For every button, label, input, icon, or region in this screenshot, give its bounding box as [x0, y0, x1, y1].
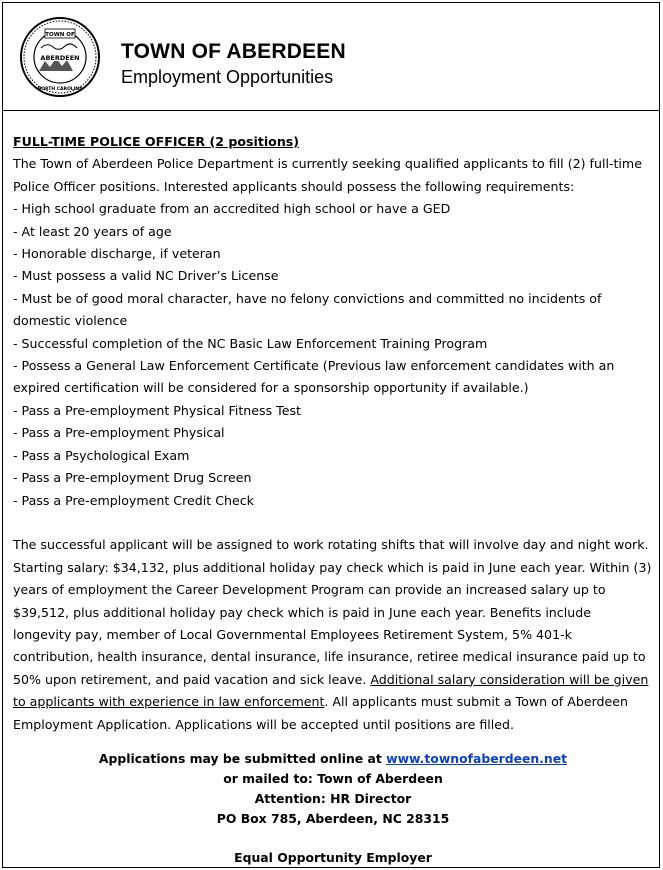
job-intro: The Town of Aberdeen Police Department is currently seeking qualified applicants to fill (2) full-time Police Officer positions. Interested applicants should possess the following requirements: — [13, 156, 642, 194]
job-posting-body — [13, 131, 653, 736]
requirement-item: - Must possess a valid NC Driver’s License — [13, 268, 279, 284]
job-details — [13, 534, 653, 736]
seal-middle-text: ABERDEEN — [40, 54, 80, 62]
mailed-to-line: or mailed to: Town of Aberdeen — [223, 771, 443, 786]
seal-bottom-text: NORTH CAROLINA — [37, 87, 83, 92]
requirement-item: - Pass a Psychological Exam — [13, 447, 190, 463]
requirement-item: - Pass a Pre-employment Physical — [13, 425, 225, 441]
requirement-item: - Successful completion of the NC Basic Law Enforcement Training Program — [13, 335, 488, 351]
attention-line: Attention: HR Director — [254, 791, 412, 806]
requirement-item: - High school graduate from an accredited high school or have a GED — [13, 201, 451, 217]
seal-top-text: TOWN OF — [45, 32, 75, 38]
job-title: FULL-TIME POLICE OFFICER (2 positions) — [13, 134, 300, 149]
details-text-end: . All applicants must submit a Town of Aberdeen Employment Application. Applications will be accepted until positions are filled. — [13, 694, 629, 732]
org-subtitle: Employment Opportunities — [121, 67, 334, 87]
application-footer — [3, 749, 663, 868]
details-text: The successful applicant will be assigned to work rotating shifts that will involve day and night work. Starting salary: $34,132, plus additional holiday pay check which is paid in June each year. Within (3) years of employment the Career Development Program can provide an increased salary up to $39,512, plus additional holiday pay check which is paid in June each year. Benefits include longevity pay, member of Local Governmental Employees Retirement System, 5% 401-k contribution, health insurance, dental insurance, life insurance, retiree medical insurance paid up to 50% upon retirement, and paid vacation and sick leave. — [13, 537, 652, 687]
paragraph-spacer — [13, 512, 653, 534]
flyer-frame — [2, 2, 660, 868]
requirement-item: - Pass a Pre-employment Physical Fitness Test — [13, 402, 301, 418]
requirement-item: - Pass a Pre-employment Drug Screen — [13, 470, 252, 486]
requirement-item: - Must be of good moral character, have no felony convictions and committed no incidents of domestic violence — [13, 290, 602, 329]
salary-consideration-note: Additional salary consideration will be given to applicants with experience in law enforcement — [13, 671, 649, 710]
apply-online-text: Applications may be submitted online at — [98, 751, 387, 766]
requirement-item: - At least 20 years of age — [13, 223, 172, 239]
apply-online-line — [3, 749, 663, 769]
header — [3, 3, 659, 111]
requirement-item: - Possess a General Law Enforcement Certificate (Previous law enforcement candidates with an expired certification will be considered for a sponsorship opportunity if available.) — [13, 358, 615, 396]
town-seal-logo — [19, 16, 101, 98]
website-link[interactable]: www.townofaberdeen.net — [386, 751, 568, 766]
requirement-item: - Pass a Pre-employment Credit Check — [13, 492, 254, 508]
org-title: TOWN OF ABERDEEN — [121, 40, 346, 63]
equal-opportunity-employer: Equal Opportunity Employer — [234, 850, 432, 865]
address-line: PO Box 785, Aberdeen, NC 28315 — [216, 811, 450, 826]
requirement-item: - Honorable discharge, if veteran — [13, 246, 221, 262]
